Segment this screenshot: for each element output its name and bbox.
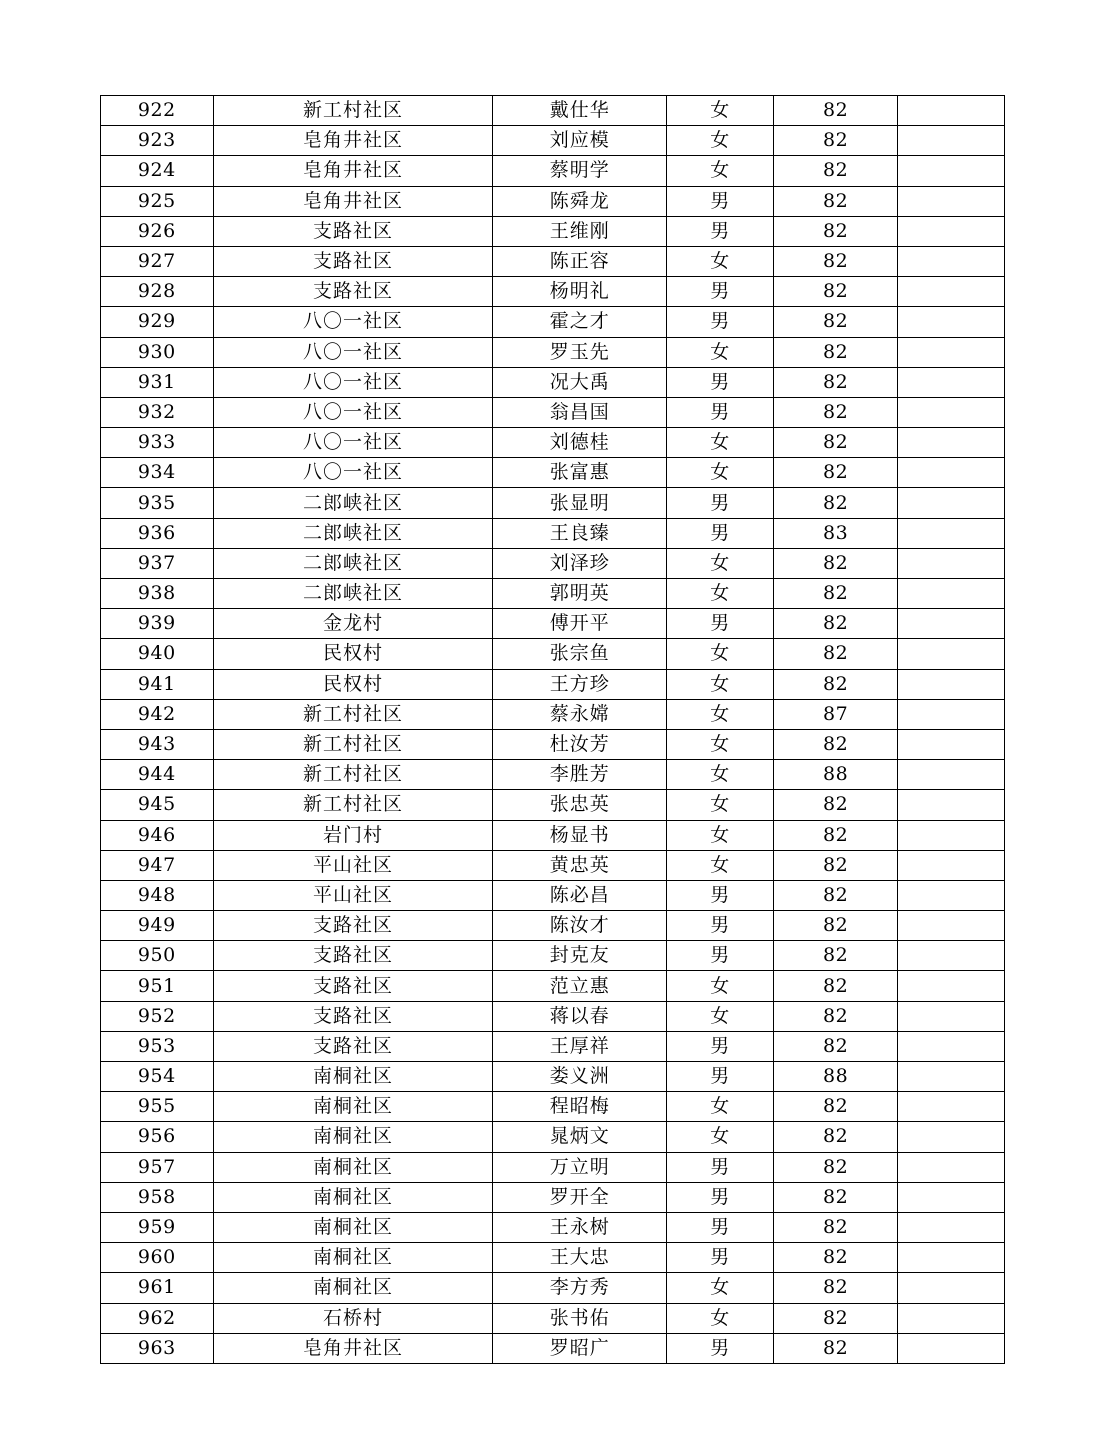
cell-gender: 男 — [667, 186, 774, 216]
cell-gender: 女 — [667, 1273, 774, 1303]
cell-score: 82 — [774, 1092, 898, 1122]
cell-gender: 男 — [667, 1031, 774, 1061]
cell-unit: 皂角井社区 — [213, 1333, 493, 1363]
cell-seq: 956 — [101, 1122, 214, 1152]
cell-seq: 941 — [101, 669, 214, 699]
cell-name: 霍之才 — [493, 307, 667, 337]
cell-name: 范立惠 — [493, 971, 667, 1001]
cell-score: 82 — [774, 156, 898, 186]
cell-score: 82 — [774, 639, 898, 669]
cell-name: 程昭梅 — [493, 1092, 667, 1122]
cell-name: 王永树 — [493, 1212, 667, 1242]
cell-gender: 男 — [667, 518, 774, 548]
cell-unit: 支路社区 — [213, 911, 493, 941]
cell-unit: 八〇一社区 — [213, 367, 493, 397]
cell-name: 蔡永嫦 — [493, 699, 667, 729]
cell-name: 王良臻 — [493, 518, 667, 548]
cell-unit: 南桐社区 — [213, 1243, 493, 1273]
table-row — [101, 1212, 1005, 1242]
cell-score: 82 — [774, 609, 898, 639]
table-row — [101, 1062, 1005, 1092]
cell-score: 82 — [774, 880, 898, 910]
cell-note — [897, 699, 1004, 729]
table-row — [101, 1333, 1005, 1363]
cell-gender: 女 — [667, 1303, 774, 1333]
cell-name: 罗玉先 — [493, 337, 667, 367]
cell-note — [897, 1273, 1004, 1303]
cell-gender: 女 — [667, 639, 774, 669]
cell-unit: 支路社区 — [213, 941, 493, 971]
cell-name: 王大忠 — [493, 1243, 667, 1273]
cell-seq: 926 — [101, 216, 214, 246]
table-row — [101, 699, 1005, 729]
cell-gender: 男 — [667, 397, 774, 427]
cell-gender: 女 — [667, 579, 774, 609]
cell-seq: 952 — [101, 1001, 214, 1031]
cell-name: 封克友 — [493, 941, 667, 971]
cell-unit: 支路社区 — [213, 216, 493, 246]
cell-seq: 949 — [101, 911, 214, 941]
cell-name: 张宗鱼 — [493, 639, 667, 669]
cell-name: 陈舜龙 — [493, 186, 667, 216]
cell-note — [897, 126, 1004, 156]
cell-gender: 女 — [667, 156, 774, 186]
cell-unit: 新工村社区 — [213, 96, 493, 126]
cell-unit: 平山社区 — [213, 850, 493, 880]
cell-note — [897, 1062, 1004, 1092]
cell-note — [897, 1152, 1004, 1182]
cell-name: 张书佑 — [493, 1303, 667, 1333]
cell-name: 娄义洲 — [493, 1062, 667, 1092]
cell-seq: 929 — [101, 307, 214, 337]
cell-unit: 南桐社区 — [213, 1092, 493, 1122]
cell-unit: 二郎峡社区 — [213, 579, 493, 609]
cell-score: 82 — [774, 579, 898, 609]
cell-unit: 皂角井社区 — [213, 186, 493, 216]
cell-gender: 男 — [667, 1243, 774, 1273]
cell-score: 82 — [774, 367, 898, 397]
cell-gender: 男 — [667, 911, 774, 941]
cell-seq: 954 — [101, 1062, 214, 1092]
cell-unit: 皂角井社区 — [213, 156, 493, 186]
cell-score: 82 — [774, 428, 898, 458]
cell-gender: 女 — [667, 428, 774, 458]
cell-gender: 女 — [667, 760, 774, 790]
cell-score: 82 — [774, 911, 898, 941]
table-row — [101, 186, 1005, 216]
cell-score: 82 — [774, 458, 898, 488]
cell-gender: 男 — [667, 1152, 774, 1182]
cell-gender: 男 — [667, 880, 774, 910]
cell-seq: 928 — [101, 277, 214, 307]
cell-name: 郭明英 — [493, 579, 667, 609]
cell-score: 82 — [774, 337, 898, 367]
cell-unit: 平山社区 — [213, 880, 493, 910]
table-row — [101, 156, 1005, 186]
roster-table — [100, 95, 1005, 1364]
cell-note — [897, 1031, 1004, 1061]
cell-gender: 男 — [667, 941, 774, 971]
cell-score: 82 — [774, 397, 898, 427]
cell-name: 张显明 — [493, 488, 667, 518]
cell-note — [897, 639, 1004, 669]
table-row — [101, 337, 1005, 367]
table-row — [101, 790, 1005, 820]
cell-name: 蒋以春 — [493, 1001, 667, 1031]
cell-seq: 939 — [101, 609, 214, 639]
cell-unit: 支路社区 — [213, 277, 493, 307]
cell-gender: 男 — [667, 1062, 774, 1092]
cell-note — [897, 1182, 1004, 1212]
cell-seq: 953 — [101, 1031, 214, 1061]
table-row — [101, 1243, 1005, 1273]
table-row — [101, 246, 1005, 276]
cell-seq: 960 — [101, 1243, 214, 1273]
table-row — [101, 850, 1005, 880]
cell-note — [897, 1122, 1004, 1152]
cell-score: 88 — [774, 760, 898, 790]
cell-gender: 女 — [667, 1001, 774, 1031]
cell-gender: 女 — [667, 96, 774, 126]
cell-name: 李方秀 — [493, 1273, 667, 1303]
table-row — [101, 1092, 1005, 1122]
cell-seq: 932 — [101, 397, 214, 427]
table-row — [101, 820, 1005, 850]
cell-score: 82 — [774, 548, 898, 578]
table-row — [101, 579, 1005, 609]
cell-score: 82 — [774, 1152, 898, 1182]
cell-name: 李胜芳 — [493, 760, 667, 790]
cell-seq: 951 — [101, 971, 214, 1001]
cell-score: 82 — [774, 1031, 898, 1061]
cell-unit: 二郎峡社区 — [213, 518, 493, 548]
cell-note — [897, 186, 1004, 216]
cell-seq: 924 — [101, 156, 214, 186]
cell-score: 82 — [774, 1212, 898, 1242]
cell-seq: 961 — [101, 1273, 214, 1303]
table-row — [101, 1122, 1005, 1152]
cell-gender: 女 — [667, 126, 774, 156]
cell-name: 刘泽珍 — [493, 548, 667, 578]
cell-seq: 930 — [101, 337, 214, 367]
cell-score: 82 — [774, 669, 898, 699]
table-row — [101, 609, 1005, 639]
cell-seq: 945 — [101, 790, 214, 820]
cell-score: 82 — [774, 1001, 898, 1031]
cell-note — [897, 669, 1004, 699]
table-row — [101, 1273, 1005, 1303]
cell-gender: 女 — [667, 820, 774, 850]
cell-unit: 石桥村 — [213, 1303, 493, 1333]
cell-unit: 支路社区 — [213, 1001, 493, 1031]
table-row — [101, 428, 1005, 458]
cell-seq: 937 — [101, 548, 214, 578]
cell-note — [897, 96, 1004, 126]
cell-unit: 民权村 — [213, 669, 493, 699]
table-row — [101, 1182, 1005, 1212]
table-row — [101, 1303, 1005, 1333]
cell-note — [897, 337, 1004, 367]
cell-gender: 女 — [667, 699, 774, 729]
cell-note — [897, 397, 1004, 427]
cell-note — [897, 1243, 1004, 1273]
cell-note — [897, 941, 1004, 971]
cell-gender: 女 — [667, 729, 774, 759]
cell-gender: 女 — [667, 971, 774, 1001]
table-row — [101, 126, 1005, 156]
table-row — [101, 458, 1005, 488]
cell-note — [897, 518, 1004, 548]
table-row — [101, 1031, 1005, 1061]
cell-gender: 女 — [667, 548, 774, 578]
cell-note — [897, 579, 1004, 609]
cell-note — [897, 277, 1004, 307]
cell-note — [897, 790, 1004, 820]
cell-seq: 925 — [101, 186, 214, 216]
cell-seq: 947 — [101, 850, 214, 880]
cell-seq: 934 — [101, 458, 214, 488]
table-row — [101, 277, 1005, 307]
cell-unit: 支路社区 — [213, 246, 493, 276]
cell-gender: 女 — [667, 850, 774, 880]
cell-note — [897, 1333, 1004, 1363]
cell-gender: 女 — [667, 669, 774, 699]
table-row — [101, 1001, 1005, 1031]
table-row — [101, 971, 1005, 1001]
table-row — [101, 639, 1005, 669]
table-row — [101, 760, 1005, 790]
cell-unit: 支路社区 — [213, 1031, 493, 1061]
cell-unit: 二郎峡社区 — [213, 548, 493, 578]
cell-unit: 南桐社区 — [213, 1152, 493, 1182]
cell-note — [897, 880, 1004, 910]
cell-gender: 男 — [667, 609, 774, 639]
cell-seq: 958 — [101, 1182, 214, 1212]
cell-unit: 支路社区 — [213, 971, 493, 1001]
cell-seq: 933 — [101, 428, 214, 458]
cell-name: 黄忠英 — [493, 850, 667, 880]
cell-note — [897, 1001, 1004, 1031]
cell-name: 戴仕华 — [493, 96, 667, 126]
cell-unit: 南桐社区 — [213, 1062, 493, 1092]
cell-score: 82 — [774, 1273, 898, 1303]
cell-score: 82 — [774, 790, 898, 820]
cell-score: 82 — [774, 820, 898, 850]
cell-name: 杨明礼 — [493, 277, 667, 307]
cell-note — [897, 216, 1004, 246]
cell-gender: 男 — [667, 1212, 774, 1242]
cell-seq: 935 — [101, 488, 214, 518]
cell-seq: 957 — [101, 1152, 214, 1182]
cell-note — [897, 850, 1004, 880]
cell-score: 82 — [774, 1122, 898, 1152]
cell-unit: 南桐社区 — [213, 1182, 493, 1212]
cell-gender: 男 — [667, 1182, 774, 1212]
cell-seq: 938 — [101, 579, 214, 609]
table-row — [101, 729, 1005, 759]
table-row — [101, 307, 1005, 337]
cell-score: 82 — [774, 941, 898, 971]
cell-note — [897, 609, 1004, 639]
cell-gender: 女 — [667, 246, 774, 276]
cell-seq: 955 — [101, 1092, 214, 1122]
cell-gender: 男 — [667, 488, 774, 518]
cell-name: 陈正容 — [493, 246, 667, 276]
cell-note — [897, 1212, 1004, 1242]
cell-name: 刘德桂 — [493, 428, 667, 458]
cell-score: 82 — [774, 126, 898, 156]
cell-name: 罗开全 — [493, 1182, 667, 1212]
cell-seq: 959 — [101, 1212, 214, 1242]
cell-unit: 新工村社区 — [213, 729, 493, 759]
cell-unit: 新工村社区 — [213, 790, 493, 820]
cell-name: 张忠英 — [493, 790, 667, 820]
cell-name: 万立明 — [493, 1152, 667, 1182]
cell-gender: 男 — [667, 307, 774, 337]
cell-note — [897, 1303, 1004, 1333]
cell-name: 王厚祥 — [493, 1031, 667, 1061]
cell-score: 83 — [774, 518, 898, 548]
cell-note — [897, 156, 1004, 186]
cell-gender: 男 — [667, 367, 774, 397]
cell-name: 杨显书 — [493, 820, 667, 850]
cell-seq: 944 — [101, 760, 214, 790]
cell-score: 82 — [774, 1333, 898, 1363]
table-row — [101, 488, 1005, 518]
cell-unit: 八〇一社区 — [213, 397, 493, 427]
cell-note — [897, 1092, 1004, 1122]
cell-unit: 新工村社区 — [213, 760, 493, 790]
cell-name: 况大禹 — [493, 367, 667, 397]
cell-seq: 942 — [101, 699, 214, 729]
cell-name: 翁昌国 — [493, 397, 667, 427]
cell-gender: 女 — [667, 1122, 774, 1152]
cell-score: 82 — [774, 729, 898, 759]
cell-score: 82 — [774, 277, 898, 307]
cell-seq: 963 — [101, 1333, 214, 1363]
cell-note — [897, 971, 1004, 1001]
cell-score: 82 — [774, 96, 898, 126]
table-row — [101, 669, 1005, 699]
roster-table-body — [101, 96, 1005, 1364]
cell-note — [897, 729, 1004, 759]
cell-seq: 948 — [101, 880, 214, 910]
cell-unit: 南桐社区 — [213, 1122, 493, 1152]
cell-score: 82 — [774, 1303, 898, 1333]
cell-unit: 八〇一社区 — [213, 337, 493, 367]
cell-note — [897, 246, 1004, 276]
cell-seq: 940 — [101, 639, 214, 669]
cell-unit: 南桐社区 — [213, 1212, 493, 1242]
cell-unit: 八〇一社区 — [213, 458, 493, 488]
cell-name: 王维刚 — [493, 216, 667, 246]
table-row — [101, 216, 1005, 246]
cell-name: 晁炳文 — [493, 1122, 667, 1152]
cell-unit: 皂角井社区 — [213, 126, 493, 156]
cell-note — [897, 367, 1004, 397]
cell-score: 82 — [774, 246, 898, 276]
cell-name: 蔡明学 — [493, 156, 667, 186]
cell-score: 82 — [774, 488, 898, 518]
cell-name: 王方珍 — [493, 669, 667, 699]
cell-score: 82 — [774, 1182, 898, 1212]
cell-score: 82 — [774, 1243, 898, 1273]
cell-seq: 950 — [101, 941, 214, 971]
cell-unit: 南桐社区 — [213, 1273, 493, 1303]
cell-unit: 岩门村 — [213, 820, 493, 850]
cell-score: 82 — [774, 971, 898, 1001]
table-row — [101, 911, 1005, 941]
cell-name: 罗昭广 — [493, 1333, 667, 1363]
cell-name: 刘应模 — [493, 126, 667, 156]
cell-score: 82 — [774, 850, 898, 880]
cell-note — [897, 820, 1004, 850]
cell-gender: 男 — [667, 277, 774, 307]
cell-unit: 二郎峡社区 — [213, 488, 493, 518]
cell-unit: 八〇一社区 — [213, 307, 493, 337]
cell-note — [897, 760, 1004, 790]
cell-name: 傅开平 — [493, 609, 667, 639]
cell-gender: 女 — [667, 790, 774, 820]
cell-seq: 946 — [101, 820, 214, 850]
cell-seq: 943 — [101, 729, 214, 759]
table-row — [101, 941, 1005, 971]
cell-gender: 女 — [667, 458, 774, 488]
cell-gender: 男 — [667, 1333, 774, 1363]
cell-note — [897, 488, 1004, 518]
table-row — [101, 367, 1005, 397]
cell-note — [897, 911, 1004, 941]
cell-unit: 八〇一社区 — [213, 428, 493, 458]
cell-name: 陈必昌 — [493, 880, 667, 910]
table-row — [101, 96, 1005, 126]
cell-score: 88 — [774, 1062, 898, 1092]
cell-score: 87 — [774, 699, 898, 729]
cell-gender: 男 — [667, 216, 774, 246]
table-row — [101, 1152, 1005, 1182]
cell-unit: 新工村社区 — [213, 699, 493, 729]
table-row — [101, 880, 1005, 910]
cell-seq: 922 — [101, 96, 214, 126]
cell-seq: 962 — [101, 1303, 214, 1333]
cell-note — [897, 458, 1004, 488]
cell-gender: 女 — [667, 337, 774, 367]
cell-seq: 927 — [101, 246, 214, 276]
cell-note — [897, 307, 1004, 337]
cell-unit: 金龙村 — [213, 609, 493, 639]
cell-name: 杜汝芳 — [493, 729, 667, 759]
table-row — [101, 397, 1005, 427]
cell-gender: 女 — [667, 1092, 774, 1122]
cell-score: 82 — [774, 186, 898, 216]
cell-score: 82 — [774, 307, 898, 337]
cell-note — [897, 428, 1004, 458]
cell-unit: 民权村 — [213, 639, 493, 669]
cell-seq: 923 — [101, 126, 214, 156]
cell-name: 张富惠 — [493, 458, 667, 488]
table-row — [101, 518, 1005, 548]
cell-name: 陈汝才 — [493, 911, 667, 941]
cell-score: 82 — [774, 216, 898, 246]
cell-seq: 936 — [101, 518, 214, 548]
cell-seq: 931 — [101, 367, 214, 397]
table-row — [101, 548, 1005, 578]
cell-note — [897, 548, 1004, 578]
